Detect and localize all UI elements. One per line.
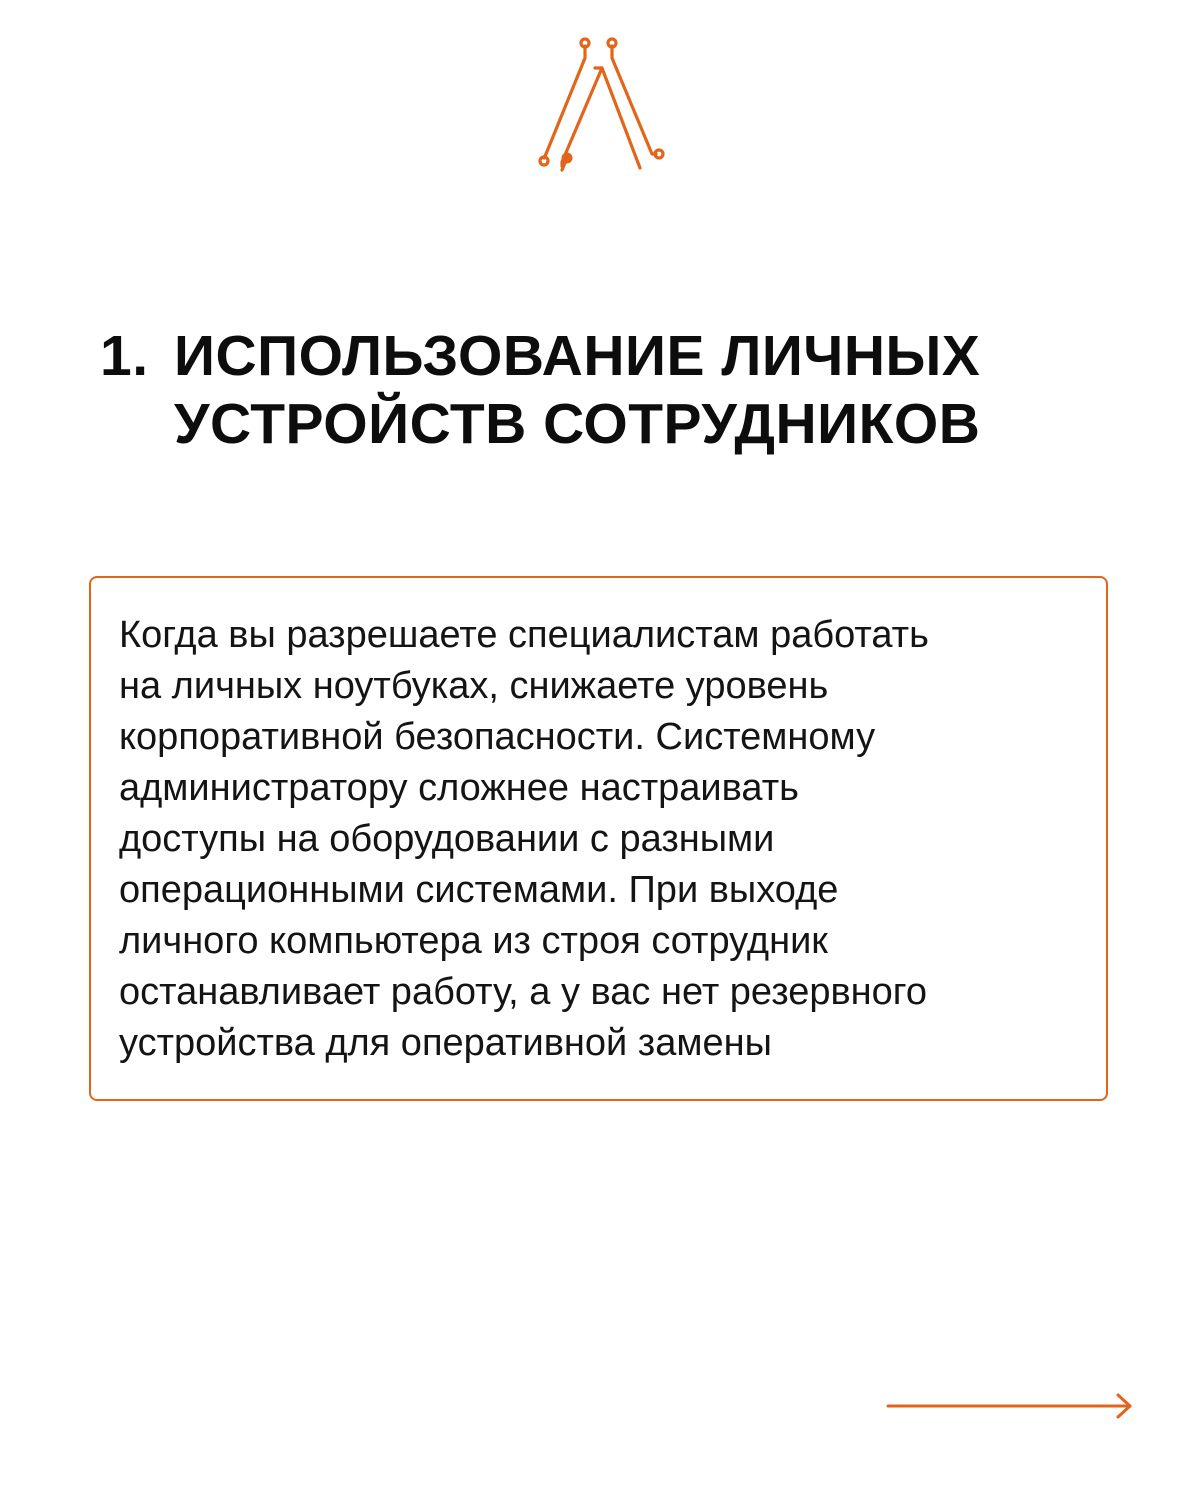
page-title [100, 322, 1140, 458]
arrow-right-icon[interactable] [884, 1390, 1136, 1422]
title-number: 1. [100, 324, 149, 388]
content-card [89, 576, 1108, 1101]
card-paragraph: Когда вы разрешаете специалистам работать на личных ноутбуках, снижаете уровень корпоративной безопасности. Системному администратору сложнее настраивать доступы на оборудовании с разными операционными системами. При выходе личного компьютера из строя сотрудник останавливает работу, а у вас нет резервного устройства для оперативной замены [119, 614, 929, 1064]
title-text: ИСПОЛЬЗОВАНИЕ ЛИЧНЫХ УСТРОЙСТВ СОТРУДНИКОВ [174, 324, 981, 456]
circuit-lambda-logo-icon [530, 34, 670, 174]
